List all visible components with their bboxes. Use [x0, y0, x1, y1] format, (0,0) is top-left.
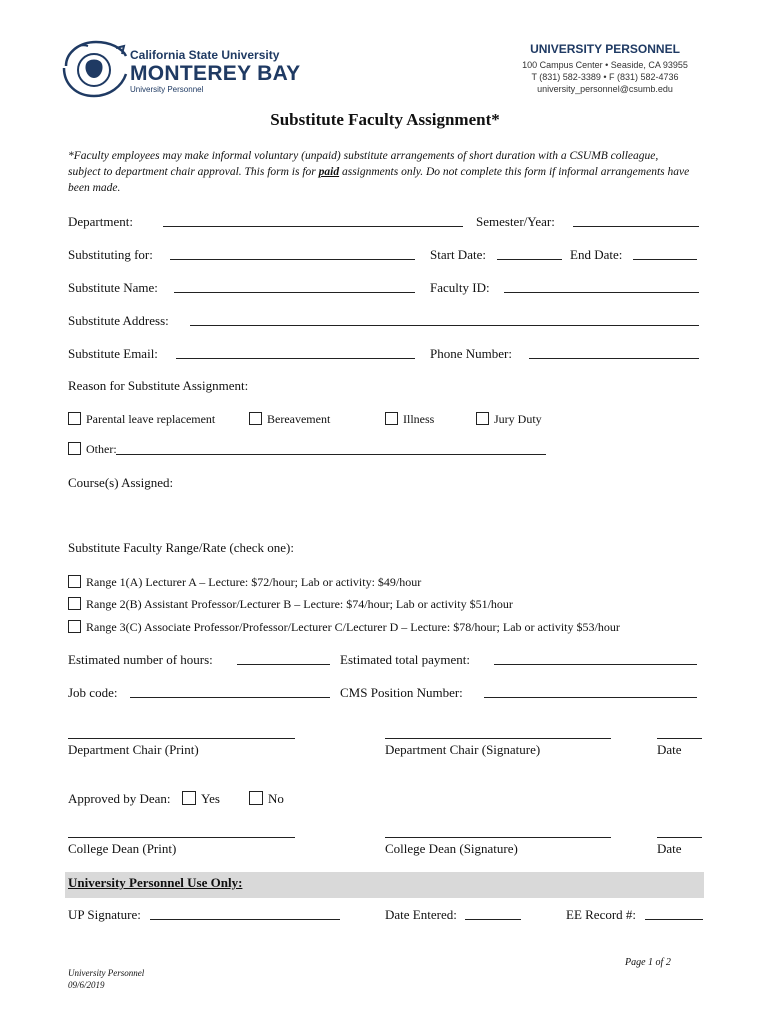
reason-label: Reason for Substitute Assignment: — [68, 378, 249, 393]
chair-print-field[interactable] — [68, 738, 295, 739]
note-part1: *Faculty employees may make informal voluntary (unpaid) substitute arrangements of short duration with a CSUMB colleague, subject to department chair approval. This form is for — [68, 150, 659, 178]
checkbox[interactable] — [68, 412, 81, 425]
dean-print-field[interactable] — [68, 837, 295, 838]
dean-signature-label: College Dean (Signature) — [385, 841, 518, 856]
up-signature-label: UP Signature: — [68, 907, 141, 922]
approved-no-label: No — [268, 791, 284, 806]
form-note — [68, 148, 693, 196]
checkbox[interactable] — [249, 791, 263, 805]
start-date-label: Start Date: — [430, 247, 486, 262]
reason-option-bereavement[interactable] — [249, 412, 330, 427]
reason-option-other[interactable] — [68, 442, 117, 457]
approved-yes[interactable] — [182, 791, 220, 807]
faculty-id-field[interactable] — [504, 292, 699, 293]
university-logo — [60, 38, 301, 100]
job-code-label: Job code: — [68, 685, 118, 700]
cms-label: CMS Position Number: — [340, 685, 463, 700]
chair-signature-label: Department Chair (Signature) — [385, 742, 541, 757]
reason-option-label: Bereavement — [267, 412, 331, 426]
end-date-label: End Date: — [570, 247, 623, 262]
hours-label: Estimated number of hours: — [68, 652, 213, 667]
checkbox[interactable] — [249, 412, 262, 425]
office-info — [470, 42, 740, 94]
logo-line3: University Personnel — [130, 85, 204, 94]
logo-line1: California State University — [130, 48, 280, 62]
rate-option-range3[interactable] — [68, 620, 620, 635]
reason-option-label: Parental leave replacement — [86, 412, 216, 426]
payment-label: Estimated total payment: — [340, 652, 470, 667]
reason-other-field[interactable] — [116, 454, 546, 455]
courses-label: Course(s) Assigned: — [68, 475, 174, 490]
checkbox[interactable] — [385, 412, 398, 425]
chair-print-label: Department Chair (Print) — [68, 742, 199, 757]
office-title: UNIVERSITY PERSONNEL — [530, 42, 680, 56]
approved-label: Approved by Dean: — [68, 791, 171, 806]
up-signature-field[interactable] — [150, 919, 340, 920]
up-use-heading: University Personnel Use Only: — [68, 875, 243, 890]
job-code-field[interactable] — [130, 697, 330, 698]
rate-option-label: Range 2(B) Assistant Professor/Lecturer B – Lecture: $74/hour; Lab or activity $51/hour — [86, 597, 513, 611]
ee-record-field[interactable] — [645, 919, 703, 920]
checkbox[interactable] — [68, 620, 81, 633]
faculty-id-label: Faculty ID: — [430, 280, 490, 295]
office-email[interactable]: university_personnel@csumb.edu — [537, 84, 673, 94]
substitute-name-field[interactable] — [174, 292, 415, 293]
substituting-for-label: Substituting for: — [68, 247, 153, 262]
substitute-address-label: Substitute Address: — [68, 313, 169, 328]
phone-number-label: Phone Number: — [430, 346, 512, 361]
chair-signature-field[interactable] — [385, 738, 611, 739]
payment-field[interactable] — [494, 664, 697, 665]
date-entered-field[interactable] — [465, 919, 521, 920]
reason-other-label: Other: — [86, 442, 117, 456]
chair-date-label: Date — [657, 742, 682, 757]
checkbox[interactable] — [182, 791, 196, 805]
phone-number-field[interactable] — [529, 358, 699, 359]
reason-option-label: Illness — [403, 412, 435, 426]
approved-yes-label: Yes — [201, 791, 220, 806]
dean-signature-field[interactable] — [385, 837, 611, 838]
office-phone: T (831) 582-3389 • F (831) 582-4736 — [531, 72, 679, 82]
substitute-email-field[interactable] — [176, 358, 415, 359]
chair-date-field[interactable] — [657, 738, 702, 739]
footer-date: 09/6/2019 — [68, 980, 105, 990]
semester-label: Semester/Year: — [476, 214, 555, 229]
reason-option-illness[interactable] — [385, 412, 434, 427]
date-entered-label: Date Entered: — [385, 907, 457, 922]
reason-option-label: Jury Duty — [494, 412, 542, 426]
page-number: Page 1 of 2 — [625, 957, 671, 968]
rate-label: Substitute Faculty Range/Rate (check one): — [68, 540, 294, 555]
office-address: 100 Campus Center • Seaside, CA 93955 — [522, 60, 688, 70]
dean-print-label: College Dean (Print) — [68, 841, 177, 856]
note-part2: assignments only. Do not complete this form if informal arrangements have been made. — [68, 166, 690, 194]
form-title: Substitute Faculty Assignment* — [270, 110, 500, 129]
up-use-heading-bar — [65, 872, 704, 898]
note-paid: paid — [318, 166, 340, 178]
footer-office: University Personnel — [68, 968, 145, 978]
rate-option-range2[interactable] — [68, 597, 513, 612]
hours-field[interactable] — [237, 664, 330, 665]
reason-option-jury-duty[interactable] — [476, 412, 542, 427]
substitute-email-label: Substitute Email: — [68, 346, 158, 361]
department-label: Department: — [68, 214, 133, 229]
rate-option-range1[interactable] — [68, 575, 421, 590]
rate-option-label: Range 1(A) Lecturer A – Lecture: $72/hour; Lab or activity: $49/hour — [86, 575, 422, 589]
dean-date-field[interactable] — [657, 837, 702, 838]
end-date-field[interactable] — [633, 259, 697, 260]
ee-record-label: EE Record #: — [566, 907, 637, 922]
checkbox[interactable] — [68, 442, 81, 455]
substitute-address-field[interactable] — [190, 325, 699, 326]
semester-field[interactable] — [573, 226, 699, 227]
otter-seal-icon — [60, 38, 130, 100]
substituting-for-field[interactable] — [170, 259, 415, 260]
checkbox[interactable] — [68, 575, 81, 588]
cms-field[interactable] — [484, 697, 697, 698]
checkbox[interactable] — [476, 412, 489, 425]
checkbox[interactable] — [68, 597, 81, 610]
reason-option-parental[interactable] — [68, 412, 215, 427]
approved-no[interactable] — [249, 791, 284, 807]
dean-date-label: Date — [657, 841, 682, 856]
start-date-field[interactable] — [497, 259, 562, 260]
substitute-name-label: Substitute Name: — [68, 280, 158, 295]
department-field[interactable] — [163, 226, 463, 227]
logo-line2: MONTEREY BAY — [130, 62, 301, 85]
rate-option-label: Range 3(C) Associate Professor/Professor/Lecturer C/Lecturer D – Lecture: $78/hour; Lab or activity $53/hour — [86, 620, 620, 634]
